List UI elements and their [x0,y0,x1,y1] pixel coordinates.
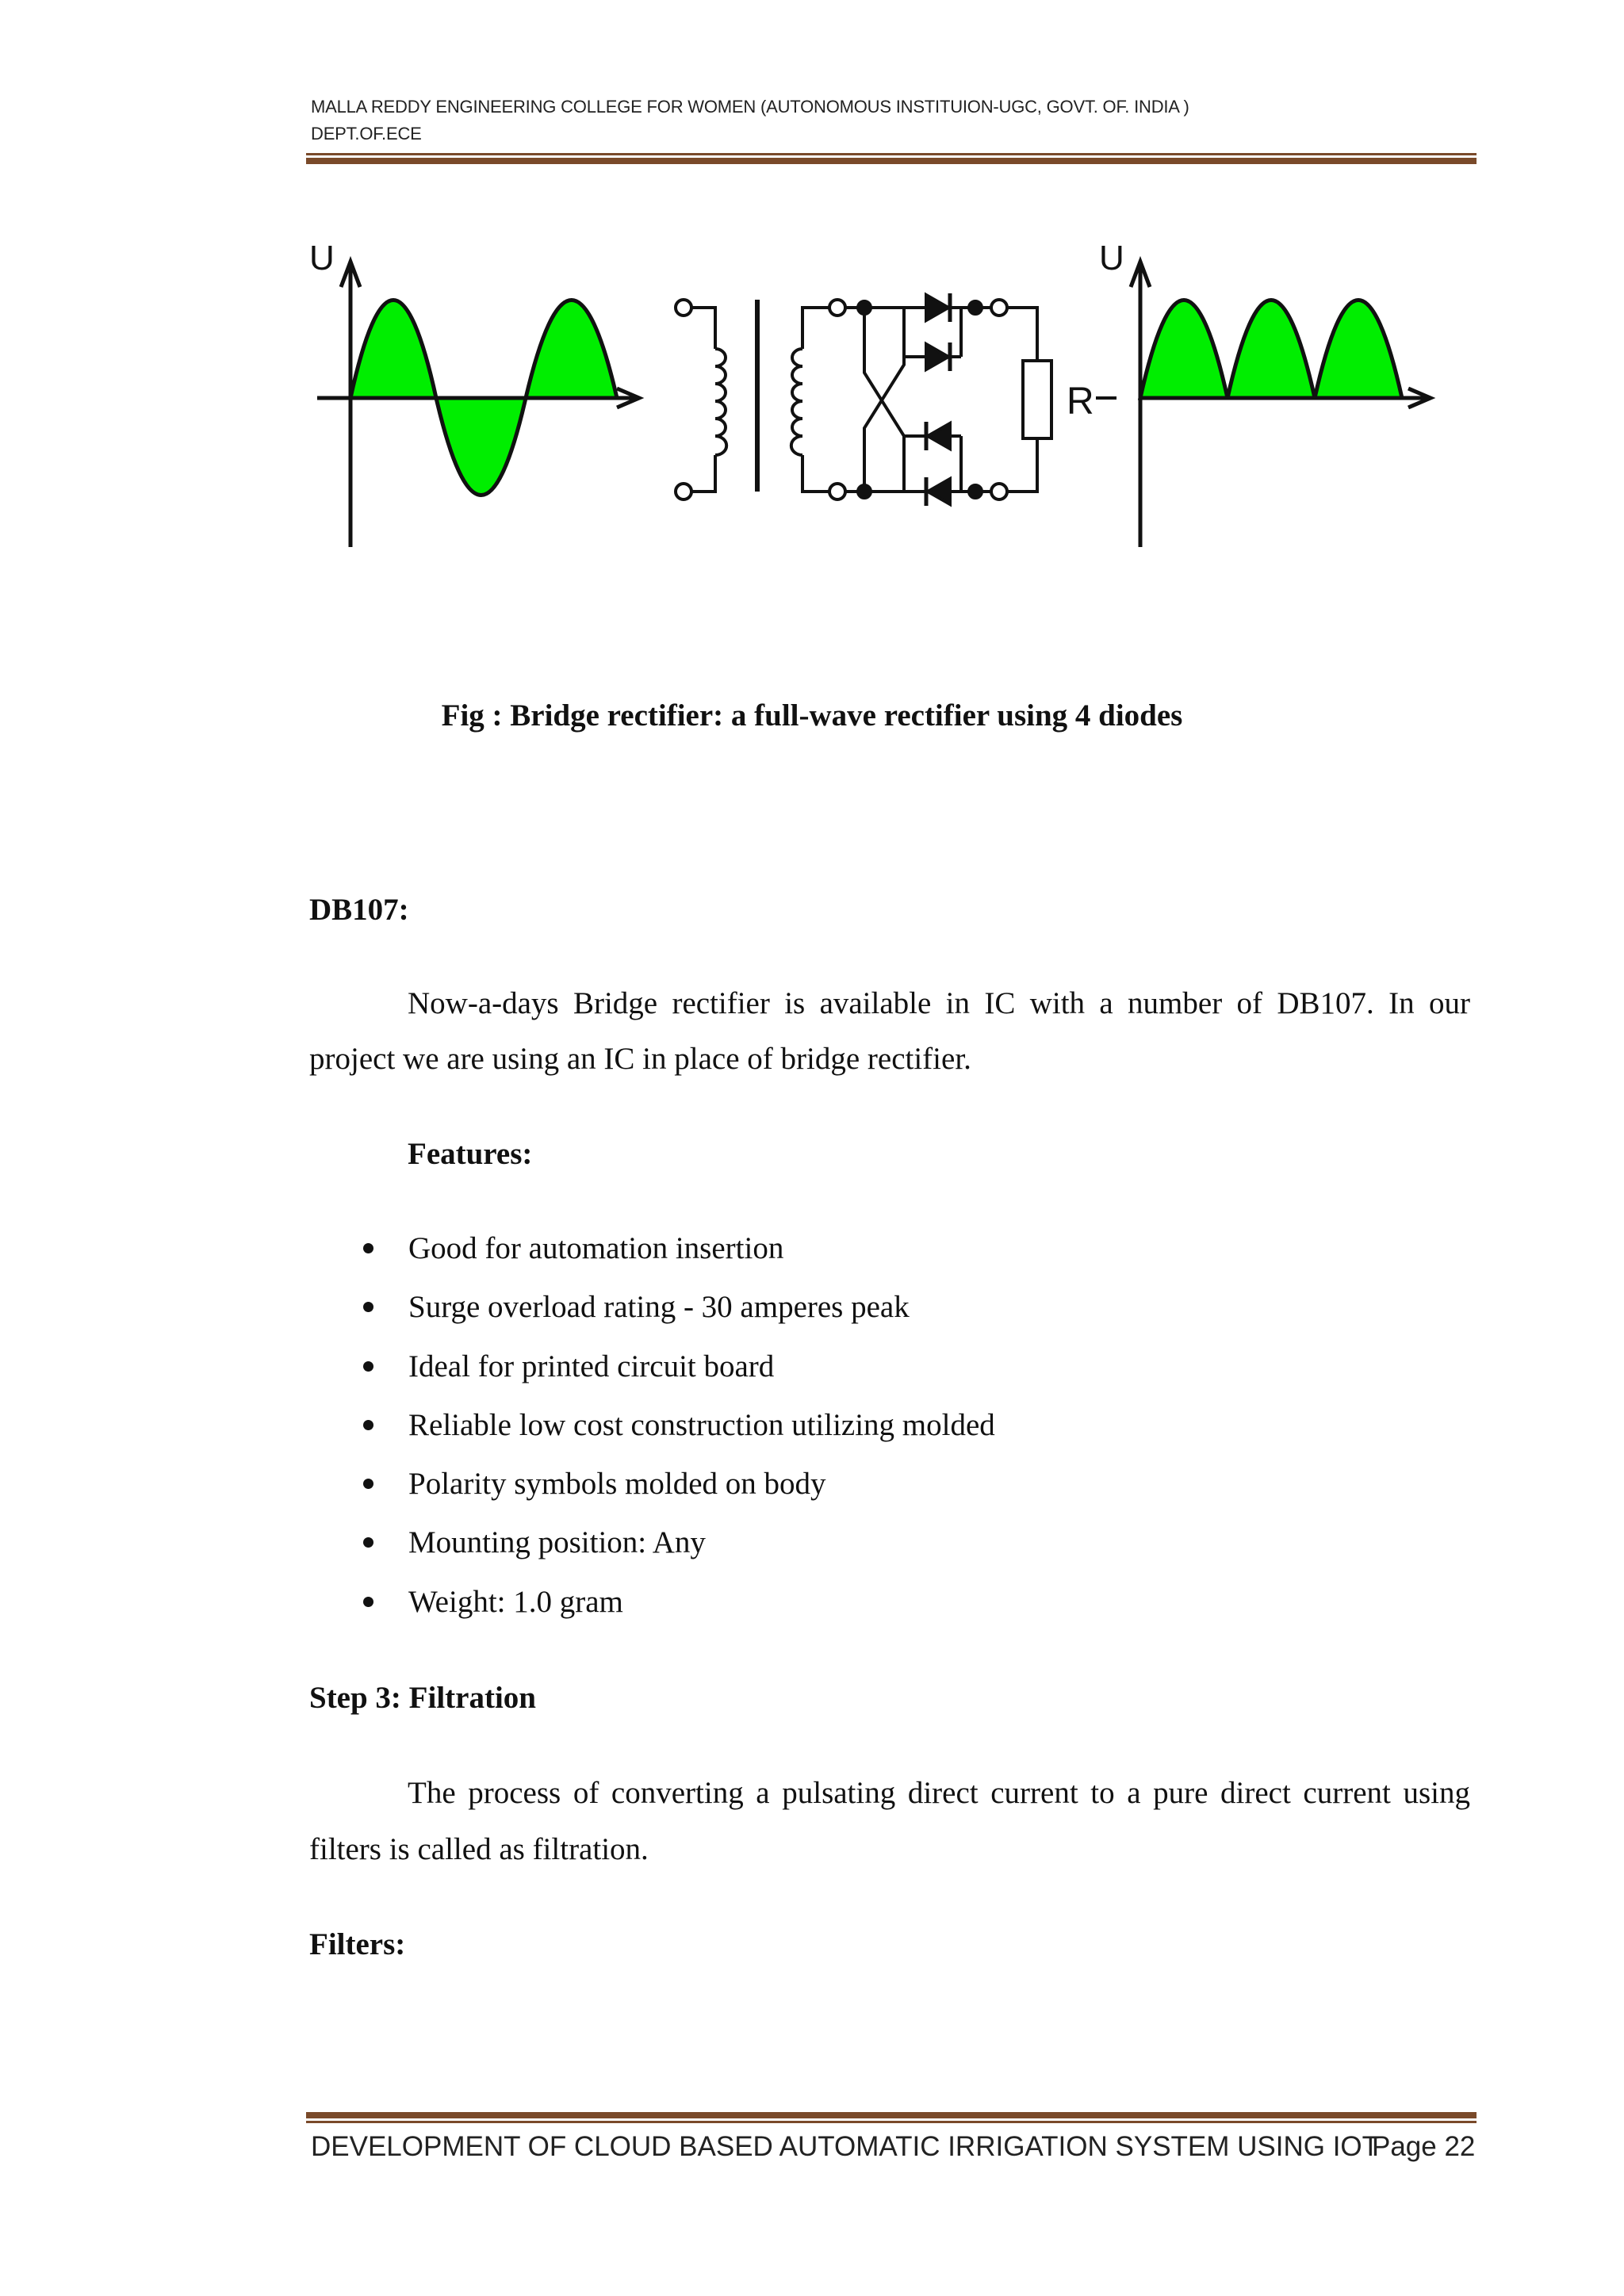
bullet-icon [363,1243,373,1253]
footer-rule-thick [306,2112,1477,2118]
list-item: Polarity symbols molded on body [357,1460,995,1519]
primary-lead-top [691,308,715,349]
header-institution: MALLA REDDY ENGINEERING COLLEGE FOR WOMEN (AUTONOMOUS INSTITUION-UGC, GOVT. OF. INDIA ) [311,97,1189,117]
transformer [676,300,829,499]
page-number: Page 22 [1372,2131,1476,2162]
secondary-coil [791,349,802,455]
primary-coil [715,349,726,455]
bridge-rectifier-figure [301,230,1443,563]
input-negative-half [436,398,526,496]
bridge-node-bottom-open [829,484,845,499]
db107-paragraph-line2: project we are using an IC in place of bridge rectifier. [309,1042,971,1076]
output-waveform [1099,239,1431,547]
output-hump-3 [1315,300,1402,399]
load-resistor [1023,361,1051,438]
input-terminal-bottom [676,484,691,499]
bullet-icon [363,1597,373,1607]
filters-heading: Filters: [309,1927,406,1961]
output-hump-2 [1228,300,1315,399]
features-heading: Features: [408,1137,533,1171]
footer-rule-thin [306,2121,1477,2123]
input-axis-label: U [309,239,335,277]
bullet-icon [363,1479,373,1489]
bullet-icon [363,1361,373,1372]
input-waveform [309,239,639,547]
secondary-lead-top [802,308,829,349]
list-item: Mounting position: Any [357,1519,995,1578]
list-item: Good for automation insertion [357,1225,995,1284]
primary-lead-bottom [691,455,715,492]
list-item: Weight: 1.0 gram [357,1578,995,1637]
db107-paragraph-line1: Now-a-days Bridge rectifier is available in IC with a number of DB107. In our [408,986,1470,1020]
resistor-label: R [1067,381,1094,423]
output-terminal-top [991,300,1007,316]
output-terminal-bottom [991,484,1007,499]
bridge-network [829,293,1051,506]
bullet-icon [363,1537,373,1548]
diode-4 [920,477,975,506]
header-rule-thick [306,158,1477,164]
input-positive-half [350,300,436,399]
bridge-node-top-open [829,300,845,316]
header-rule-thin [306,153,1477,155]
features-list [357,1225,995,1637]
step3-heading: Step 3: Filtration [309,1681,536,1715]
footer-title: DEVELOPMENT OF CLOUD BASED AUTOMATIC IRRIGATION SYSTEM USING IOT [311,2131,1380,2162]
secondary-lead-bottom [802,455,829,492]
step3-paragraph-line2: filters is called as filtration. [309,1832,649,1866]
bullet-icon [363,1302,373,1312]
input-positive-half-2 [526,300,617,399]
figure-caption: Fig : Bridge rectifier: a full-wave rectifier using 4 diodes [441,698,1183,733]
output-hump-1 [1140,300,1228,399]
header-department: DEPT.OF.ECE [311,124,422,144]
list-item: Ideal for printed circuit board [357,1343,995,1402]
list-item: Reliable low cost construction utilizing molded [357,1402,995,1460]
step3-paragraph-line1: The process of converting a pulsating direct current to a pure direct current using [408,1776,1470,1810]
list-item: Surge overload rating - 30 amperes peak [357,1284,995,1342]
input-terminal-top [676,300,691,316]
diode-1 [920,293,975,322]
db107-heading: DB107: [309,893,409,927]
bullet-icon [363,1420,373,1430]
output-axis-label: U [1099,239,1124,277]
